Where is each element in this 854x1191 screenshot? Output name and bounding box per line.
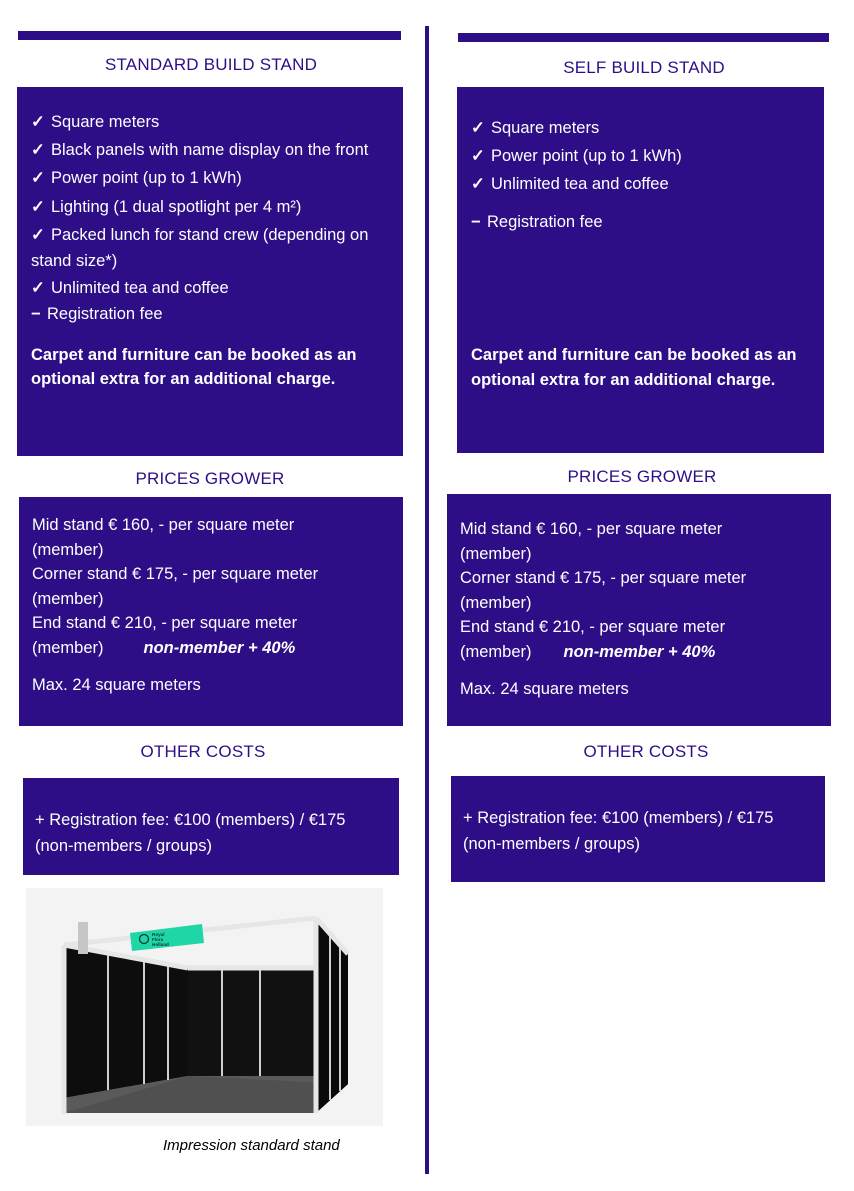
svg-text:Royal: Royal [152, 932, 165, 937]
svg-text:Holland: Holland [152, 942, 169, 947]
nonmember-surcharge: non-member + 40% [563, 642, 716, 661]
list-item: ✓ Square meters [31, 109, 389, 135]
right-note: Carpet and furniture can be booked as an optional extra for an additional charge. [471, 346, 797, 389]
column-divider [425, 26, 429, 1174]
nonmember-surcharge: non-member + 40% [143, 638, 296, 657]
check-icon: ✓ [471, 119, 485, 137]
check-icon: ✓ [31, 278, 45, 297]
check-icon: ✓ [31, 168, 45, 187]
check-icon: ✓ [31, 141, 45, 159]
mid-stand-price: Mid stand € 160, - per square meter (member) [32, 516, 295, 559]
image-caption: Impression standard stand [163, 1137, 340, 1154]
max-size: Max. 24 square meters [32, 676, 201, 694]
left-prices-heading: PRICES GROWER [135, 469, 285, 488]
check-icon: ✓ [31, 225, 45, 244]
mid-stand-price: Mid stand € 160, - per square meter (member) [460, 520, 723, 563]
list-item: ✓ Unlimited tea and coffee [471, 170, 810, 198]
list-item: ✓ Packed lunch for stand crew (depending on stand size*) [31, 222, 389, 274]
left-other-box [23, 778, 399, 875]
left-note: Carpet and furniture can be booked as an optional extra for an additional charge. [31, 345, 357, 388]
right-feature-list [471, 114, 810, 235]
max-size: Max. 24 square meters [460, 680, 629, 698]
list-item: − Registration fee [471, 209, 810, 235]
check-icon: ✓ [31, 113, 45, 131]
left-features-box [17, 87, 403, 456]
left-other-heading: OTHER COSTS [140, 742, 266, 761]
right-other-box [451, 776, 825, 882]
end-stand-price: End stand € 210, - per square meter [460, 618, 726, 636]
list-item: ✓ Black panels with name display on the front [31, 137, 389, 164]
corner-stand-price: Corner stand € 175, - per square meter (member) [32, 565, 319, 608]
left-top-bar [18, 31, 401, 40]
right-prices-heading: PRICES GROWER [567, 467, 717, 486]
check-icon: ✓ [471, 147, 485, 165]
right-heading: SELF BUILD STAND [563, 58, 725, 77]
list-item: ✓ Unlimited tea and coffee [31, 275, 389, 301]
list-item: − Registration fee [31, 301, 389, 327]
left-heading: STANDARD BUILD STAND [104, 55, 318, 74]
end-stand-member: (member) non-member + 40% [32, 638, 296, 657]
list-item: ✓ Power point (up to 1 kWh) [31, 165, 389, 191]
corner-stand-price: Corner stand € 175, - per square meter (member) [460, 569, 747, 612]
list-item: ✓ Square meters [471, 114, 810, 142]
left-prices-box [19, 497, 403, 726]
minus-icon: − [31, 304, 41, 323]
list-item: ✓ Lighting (1 dual spotlight per 4 m²) [31, 194, 389, 220]
minus-icon: − [471, 213, 481, 231]
right-prices-box [447, 494, 831, 726]
check-icon: ✓ [471, 175, 485, 193]
registration-fee: + Registration fee: €100 (members) / €175 (non-members / groups) [463, 809, 774, 853]
right-top-bar [458, 33, 829, 42]
list-item: ✓ Power point (up to 1 kWh) [471, 142, 810, 170]
check-icon: ✓ [31, 197, 45, 216]
left-feature-list [31, 109, 389, 327]
svg-text:Flora: Flora [152, 937, 164, 942]
registration-fee: + Registration fee: €100 (members) / €175 (non-members / groups) [35, 811, 346, 855]
right-other-heading: OTHER COSTS [583, 742, 709, 761]
end-stand-member: (member) non-member + 40% [460, 642, 716, 661]
stand-illustration [26, 888, 383, 1126]
end-stand-price: End stand € 210, - per square meter [32, 614, 298, 632]
right-features-box [457, 87, 824, 453]
